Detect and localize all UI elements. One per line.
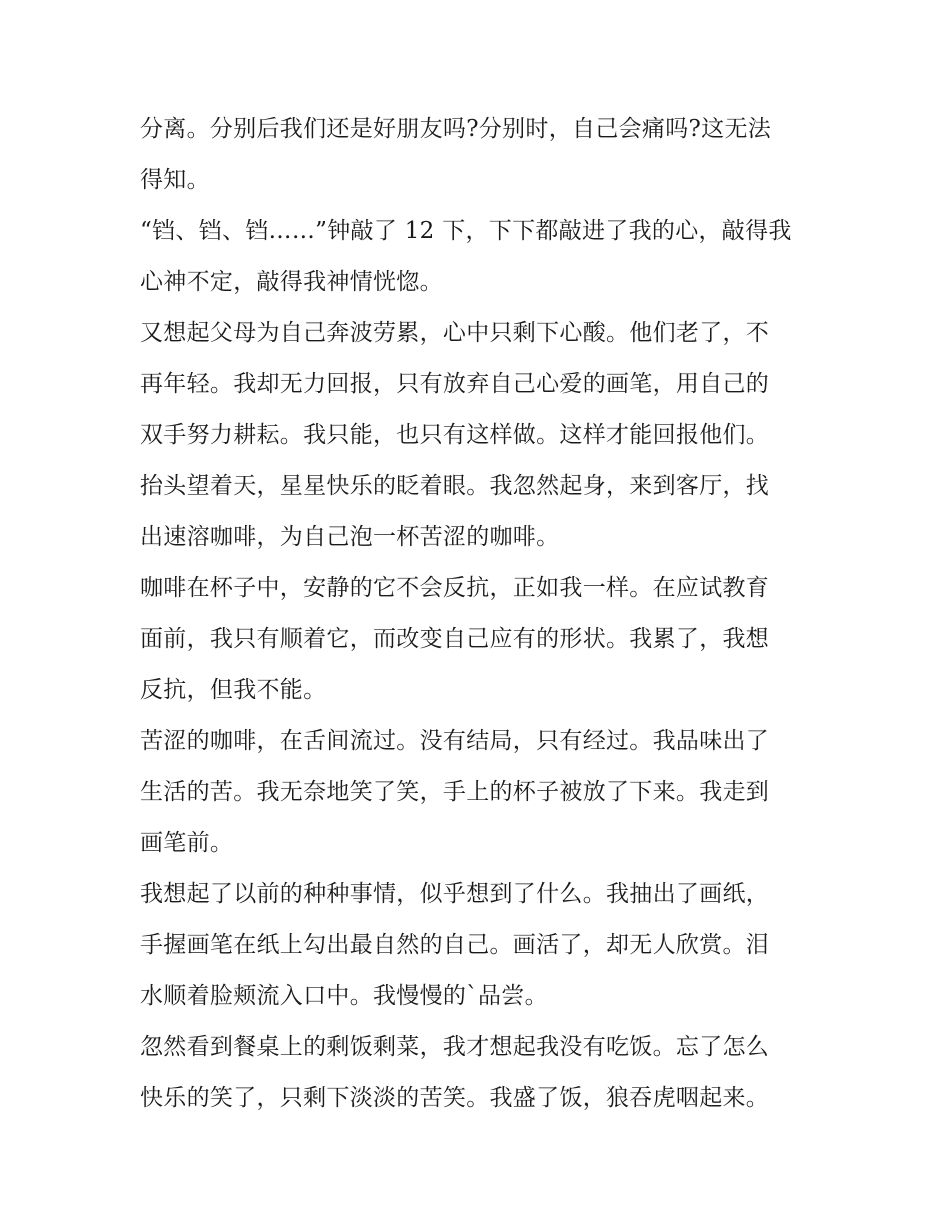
text-line: 心神不定，敲得我神情恍惚。 <box>140 269 443 295</box>
text-line: 双手努力耕耘。我只能，也只有这样做。这样才能回报他们。 <box>140 422 770 448</box>
text-line: 得知。 <box>140 167 210 193</box>
text-line: 忽然看到餐桌上的剩饭剩菜，我才想起我没有吃饭。忘了怎么 <box>140 1034 770 1060</box>
text-line: 我想起了以前的种种事情，似乎想到了什么。我抽出了画纸， <box>140 881 770 907</box>
text-line: 画笔前。 <box>140 830 234 856</box>
text-line: 手握画笔在纸上勾出最自然的自己。画活了，却无人欣赏。泪 <box>140 932 770 958</box>
text-line: 快乐的笑了，只剩下淡淡的苦笑。我盛了饭，狼吞虎咽起来。 <box>140 1085 770 1111</box>
text-line: 苦涩的咖啡，在舌间流过。没有结局，只有经过。我品味出了 <box>140 728 770 754</box>
text-line: 出速溶咖啡，为自己泡一杯苦涩的咖啡。 <box>140 524 560 550</box>
text-line: 面前，我只有顺着它，而改变自己应有的形状。我累了，我想 <box>140 626 770 652</box>
text-line: 咖啡在杯子中，安静的它不会反抗，正如我一样。在应试教育 <box>140 575 770 601</box>
text-line: 水顺着脸颊流入口中。我慢慢的`品尝。 <box>140 983 548 1009</box>
text-line: 再年轻。我却无力回报，只有放弃自己心爱的画笔，用自己的 <box>140 371 770 397</box>
text-line: 生活的苦。我无奈地笑了笑，手上的杯子被放了下来。我走到 <box>140 779 770 805</box>
text-line: 又想起父母为自己奔波劳累，心中只剩下心酸。他们老了，不 <box>140 320 770 346</box>
text-line: “铛、铛、铛……”钟敲了 12 下，下下都敲进了我的心，敲得我 <box>140 218 792 244</box>
text-line: 分离。分别后我们还是好朋友吗?分别时，自己会痛吗?这无法 <box>140 116 772 142</box>
text-line: 抬头望着天，星星快乐的眨着眼。我忽然起身，来到客厅，找 <box>140 473 770 499</box>
text-line: 反抗，但我不能。 <box>140 677 327 703</box>
body-text <box>140 104 820 1124</box>
